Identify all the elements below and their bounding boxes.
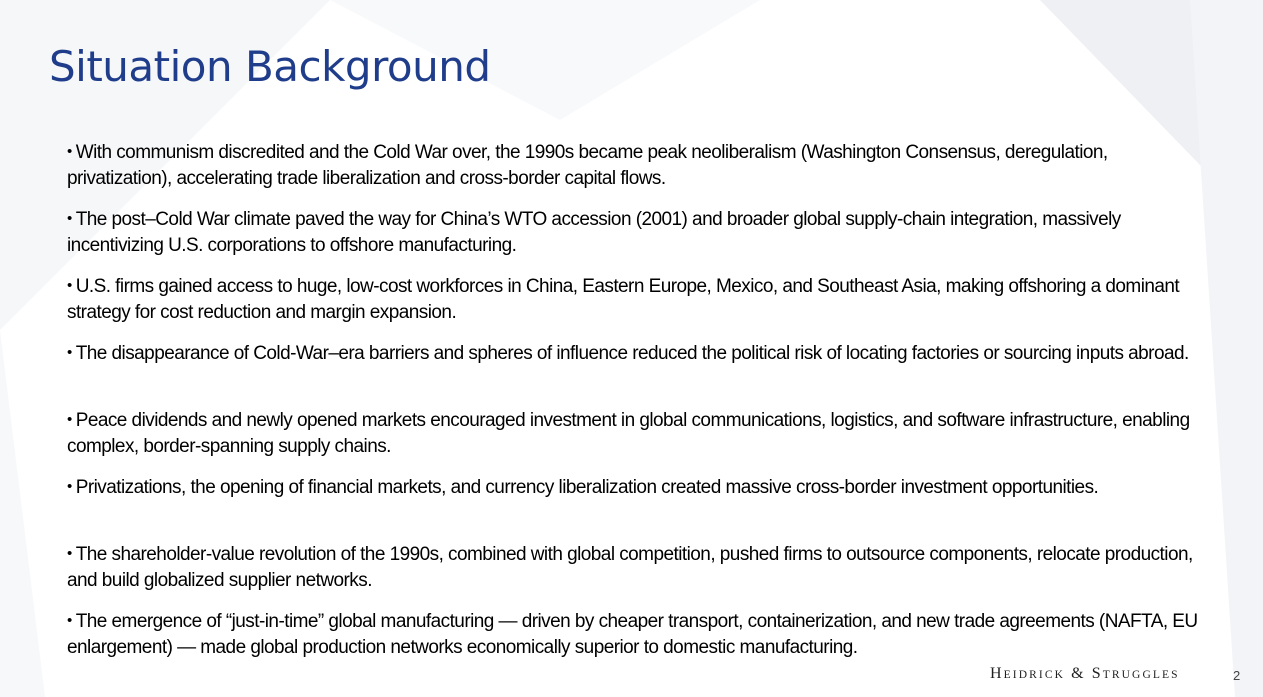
slide-title: Situation Background (49, 42, 491, 91)
bullet-dot: • (67, 277, 72, 294)
bullet-item (67, 474, 1217, 526)
logo-initial-s: S (1091, 665, 1103, 682)
bullet-item (67, 340, 1217, 392)
logo-word-1: EIDRICK (1003, 669, 1065, 681)
bullet-dot: • (67, 210, 72, 227)
bg-shape-left-edge (0, 330, 45, 697)
bullet-text: The shareholder-value revolution of the 1990s, combined with global competition, pushed firms to outsource components, relocate production, and build globalized supplier networks. (67, 544, 1193, 591)
bullet-text: Privatizations, the opening of financial markets, and currency liberalization created massive cross-border investment opportunities. (75, 477, 1099, 498)
bullet-text: The disappearance of Cold-War–era barriers and spheres of influence reduced the political risk of locating factories or sourcing inputs abroad. (75, 343, 1189, 364)
bullet-dot: • (67, 344, 72, 361)
bullet-text: U.S. firms gained access to huge, low-cost workforces in China, Eastern Europe, Mexico, and Southeast Asia, making offshoring a dominant strategy for cost reduction and margin expansion. (67, 276, 1180, 323)
bullet-dot: • (67, 143, 72, 160)
bullet-item (67, 608, 1217, 660)
logo-ampersand: & (1065, 665, 1092, 682)
bullet-item (67, 407, 1217, 459)
bullet-text: The emergence of “just-in-time” global manufacturing — driven by cheaper transport, containerization, and new trade agreements (NAFTA, EU enlargement) — made global production networks economically superior to domestic manufacturing. (67, 611, 1198, 658)
company-logo (990, 665, 1180, 683)
bullet-dot: • (67, 411, 72, 428)
bullet-item (67, 139, 1217, 191)
bullet-item (67, 206, 1217, 258)
bullet-item (67, 273, 1217, 325)
bullet-text: Peace dividends and newly opened markets encouraged investment in global communications, logistics, and software infrastructure, enabling complex, border-spanning supply chains. (67, 410, 1190, 457)
bullet-list (67, 139, 1217, 675)
bullet-dot: • (67, 545, 72, 562)
bullet-text: The post–Cold War climate paved the way for China’s WTO accession (2001) and broader global supply-chain integration, massively incentivizing U.S. corporations to offshore manufacturing. (67, 209, 1121, 256)
logo-word-2: TRUGGLES (1102, 669, 1180, 681)
bullet-dot: • (67, 612, 72, 629)
page-number: 2 (1233, 668, 1241, 683)
bullet-item (67, 541, 1217, 593)
bullet-dot: • (67, 478, 72, 495)
bullet-text: With communism discredited and the Cold War over, the 1990s became peak neoliberalism (Washington Consensus, deregulation, privatization), accelerating trade liberalization and cross-border capital flows. (67, 142, 1108, 189)
logo-initial-h: H (990, 665, 1004, 682)
